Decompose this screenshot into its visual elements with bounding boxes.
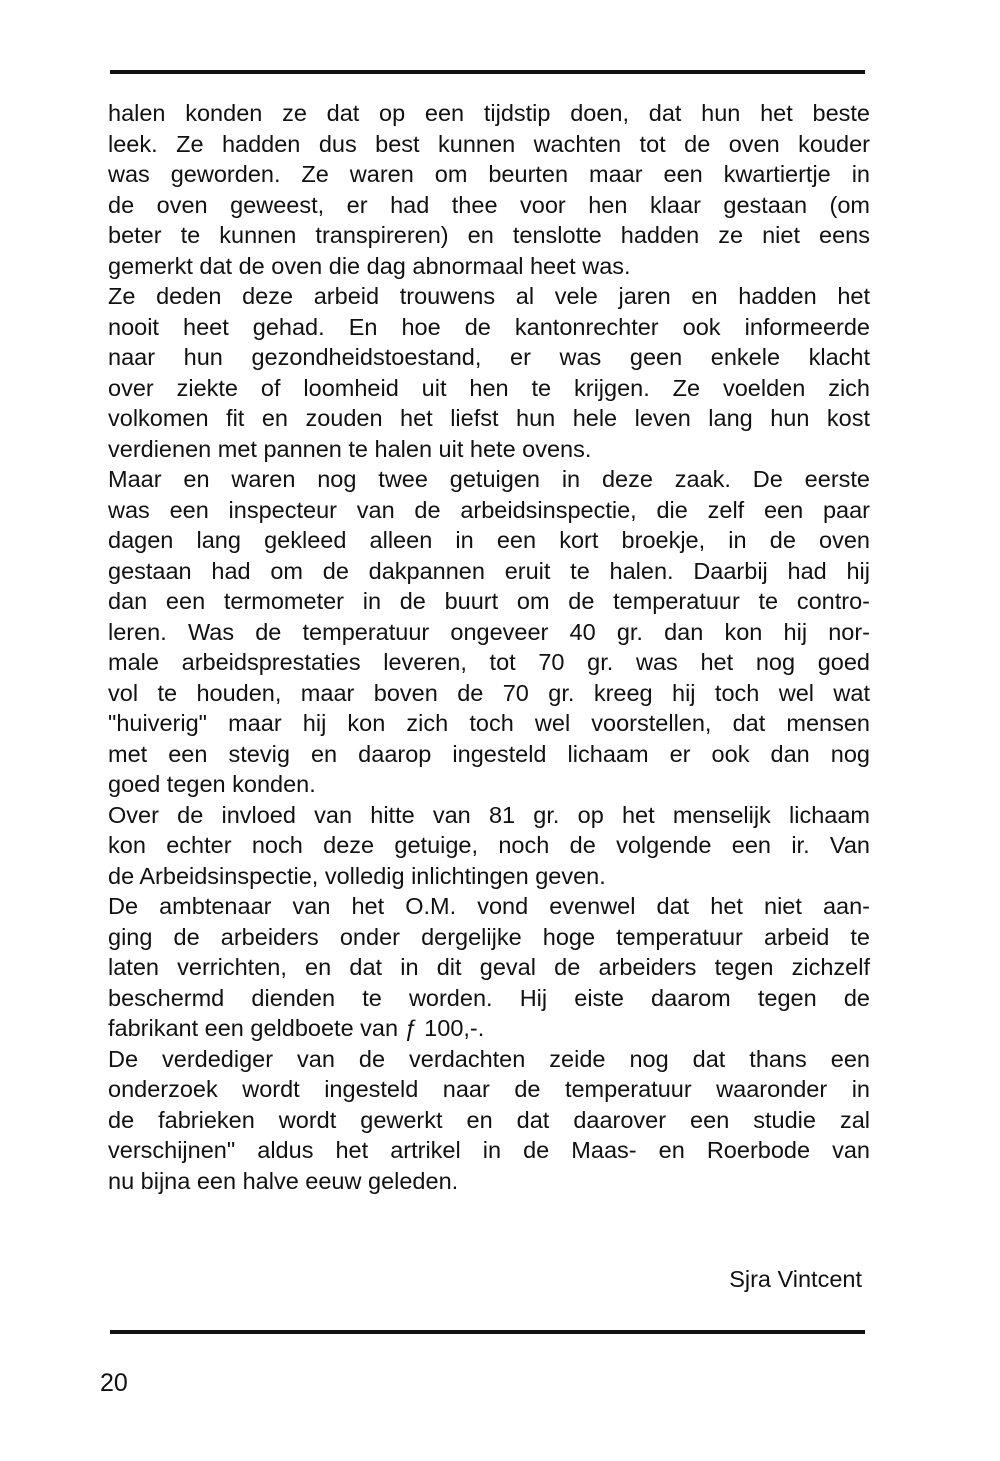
text-line: was een inspecteur van de arbeidsinspectie, die zelf een paar xyxy=(108,496,870,523)
text-line: ging de arbeiders onder dergelijke hoge temperatuur arbeid te xyxy=(108,923,870,950)
text-line: De ambtenaar van het O.M. vond evenwel dat het niet aan- xyxy=(108,893,870,919)
text-line: Over de invloed van hitte van 81 gr. op het menselijk lichaam xyxy=(108,801,870,828)
paragraph xyxy=(108,464,870,800)
text-line: onderzoek wordt ingesteld naar de temperatuur waaronder in xyxy=(108,1076,870,1102)
text-line: met een stevig en daarop ingesteld lichaam er ook dan nog xyxy=(108,740,870,767)
paragraph xyxy=(108,891,870,1044)
text-line: laten verrichten, en dat in dit geval de arbeiders tegen zichzelf xyxy=(108,954,870,980)
text-line: Ze deden deze arbeid trouwens al vele jaren en hadden het xyxy=(108,283,870,309)
text-line: de fabrieken wordt gewerkt en dat daarover een studie zal xyxy=(108,1106,870,1133)
bottom-rule xyxy=(110,1330,865,1334)
text-line: de Arbeidsinspectie, volledig inlichtingen geven. xyxy=(108,862,606,889)
body-text xyxy=(108,98,870,1196)
text-line: leek. Ze hadden dus best kunnen wachten tot de oven kouder xyxy=(108,130,870,157)
text-line: naar hun gezondheidstoestand, er was geen enkele klacht xyxy=(108,344,870,370)
text-line: over ziekte of loomheid uit hen te krijgen. Ze voelden zich xyxy=(108,374,870,401)
text-line: fabrikant een geldboete van ƒ 100,-. xyxy=(108,1015,485,1041)
text-line: gestaan had om de dakpannen eruit te halen. Daarbij had hij xyxy=(108,557,870,584)
text-line: beter te kunnen transpireren) en tenslotte hadden ze niet eens xyxy=(108,222,870,248)
text-line: verdienen met pannen te halen uit hete ovens. xyxy=(108,435,592,462)
text-line: "huiverig" maar hij kon zich toch wel voorstellen, dat mensen xyxy=(108,710,870,736)
text-line: verschijnen" aldus het artrikel in de Maas- en Roerbode van xyxy=(108,1137,870,1163)
top-rule xyxy=(110,70,865,74)
text-line: male arbeidsprestaties leveren, tot 70 gr. was het nog goed xyxy=(108,649,870,675)
author-signature: Sjra Vintcent xyxy=(729,1266,862,1292)
paragraph xyxy=(108,98,870,281)
paragraph xyxy=(108,281,870,464)
text-line: gemerkt dat de oven die dag abnormaal heet was. xyxy=(108,252,631,279)
text-line: halen konden ze dat op een tijdstip doen, dat hun het beste xyxy=(108,100,870,126)
text-line: beschermd dienden te worden. Hij eiste daarom tegen de xyxy=(108,984,870,1011)
text-line: leren. Was de temperatuur ongeveer 40 gr. dan kon hij nor- xyxy=(108,618,870,645)
paragraph xyxy=(108,1044,870,1197)
text-line: dan een termometer in de buurt om de temperatuur te contro- xyxy=(108,588,870,614)
text-line: nu bijna een halve eeuw geleden. xyxy=(108,1167,459,1194)
page-number: 20 xyxy=(100,1369,128,1397)
text-line: nooit heet gehad. En hoe de kantonrechter ook informeerde xyxy=(108,313,870,340)
text-line: volkomen fit en zouden het liefst hun hele leven lang hun kost xyxy=(108,405,870,431)
text-line: vol te houden, maar boven de 70 gr. kreeg hij toch wel wat xyxy=(108,679,870,706)
text-line: de oven geweest, er had thee voor hen klaar gestaan (om xyxy=(108,191,870,218)
text-line: goed tegen konden. xyxy=(108,771,316,797)
text-line: dagen lang gekleed alleen in een kort broekje, in de oven xyxy=(108,527,870,553)
text-line: Maar en waren nog twee getuigen in deze zaak. De eerste xyxy=(108,466,870,492)
text-line: kon echter noch deze getuige, noch de volgende een ir. Van xyxy=(108,832,870,858)
paragraph xyxy=(108,800,870,892)
text-line: De verdediger van de verdachten zeide nog dat thans een xyxy=(108,1045,870,1072)
text-line: was geworden. Ze waren om beurten maar een kwartiertje in xyxy=(108,161,870,187)
